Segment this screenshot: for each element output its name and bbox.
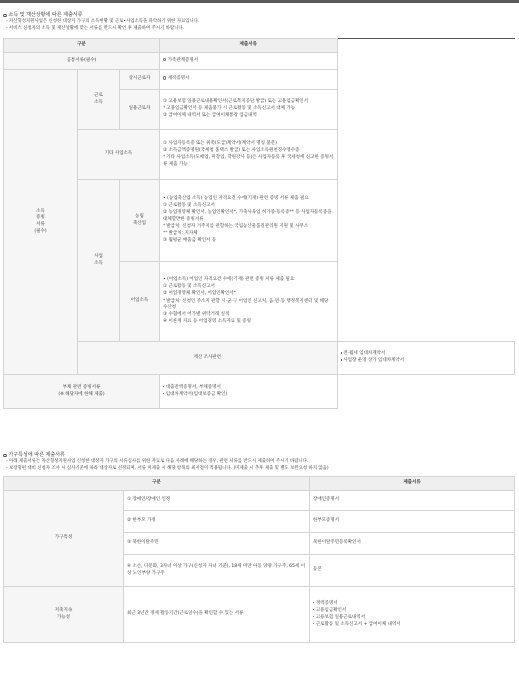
row-label: 농림 축산업 [120,180,160,262]
list-item: ③ 월평균 매출금 확인서 등 [163,238,217,244]
list-item: 고용보험 일용근로내역서 [313,615,511,622]
criteria-cell: ① 장애인/장애인 인정 [124,491,310,511]
documents-cell [160,130,338,180]
income-documents-section [3,12,515,409]
documents-cell: 북한이탈주민등록확인서 [310,533,515,555]
section-note: - 자산형성지원사업은 신청한 대상자 가구의 소득현황 및 근로•사업소득을 파악하기 위한 자료입니다. [6,19,200,25]
household-documents-table [3,476,515,643]
row-label: 재산 조사관련 [78,342,338,375]
documents-cell: 한부모증명서 [310,511,515,533]
header-category: 구분 [4,39,160,53]
row-label: 소득 증빙 서류 (필수) [4,70,78,375]
table-row [4,587,515,643]
section-note: - 서비스 신청자의 소득 및 재산상황에 맞는 서류를 반드시 확인 후 제출하여 주시기 바랍니다. [6,25,185,31]
list-item: *고용임금확인서 등 제출불가 시 근로활동 및 소득신고서 대체 가능 [163,106,296,112]
list-item: ① 고용보험 일용근로내용확인서(근로복지공단 발급) 또는 고용임금확인서 [163,99,309,105]
header-documents: 제출서류 [160,39,338,53]
list-item: 근로활동 및 소득신고서 + 급여이체 내역서 [313,622,511,629]
table-row [4,180,515,262]
list-item: ① 근로활동 및 소득신고서 [163,203,215,209]
criteria-cell: ② 한부모 가정 [124,511,310,533]
documents-cell: 가족관계증명서 [160,53,338,70]
header-documents: 제출서류 [310,477,515,491]
circle-number-icon [163,76,166,79]
row-label: 기타 사업소득 [78,130,160,180]
row-label: 근로 소득 [78,70,120,130]
list-item: ② 소득금액증명원(국세청 홈택스 발급) 또는 사업소득원천징수영수증 [163,147,300,153]
table-header-row [4,39,515,53]
criteria-cell: ④ 소손, 다문화, 3자녀 이상 가구(신청자 자녀 기준), 18세 미만 아동 양양 가구주, 65세 이상 노인부양 가구주 [124,555,310,587]
criteria-cell: 최근 3년간 경제 활동기간(근로일수)을 확인할 수 있는 서류 [124,587,310,643]
top-strip [0,0,519,3]
list-item: 사업장 운영 상가 임대차계약서 [341,358,512,365]
row-label: 부채 관련 증빙서류 (※ 해당자에 한해 제출) [4,375,160,409]
documents-cell: 재직증명서 [160,70,338,90]
list-item: *기타 사업소득(도배업, 미장업, 학원강사 등)은 사업자등록 후 국세청에 신고한 증빙서류 제출 가능 [163,155,334,167]
row-label: 어업소득 [120,262,160,342]
list-item: ① 사업자등록증 또는 위촉(도급)계약서(계약서 명칭 불문) [163,140,277,146]
income-documents-table [3,38,515,409]
list-item: *발급처: 신청자 거주지를 관할하는 국립농산물품질관리원 지원 및 사무소 [163,224,309,230]
list-item: ② 농업경영체 확인서, 농업인확인서*, 가축사육업 허가증·등록증** 등 사업자등록증을 대체할만한 증빙서류 [163,210,332,222]
list-item: • (어업소득) 어업인 자격요건 수에(기재) 관련 증빙 서류 제출 필요 [163,277,295,283]
row-label: 일용근로자 [120,90,160,130]
documents-cell [337,342,515,375]
circle-number-icon [163,58,166,61]
documents-cell [160,90,338,130]
table-row [4,375,515,409]
header-category: 구분 [4,477,310,491]
list-item: ③ 수협에서 어가별 위탁거래 실적 [163,312,230,318]
circle-bullet-icon [3,454,7,458]
list-item: 경력증명서 [313,601,511,608]
documents-cell [310,587,515,643]
bullet-dot-icon [313,602,314,603]
table-row [4,53,515,70]
documents-cell: 등본 [310,555,515,587]
table-row [4,130,515,180]
list-item: 대출잔액증명서, 부채증명서 [163,385,334,392]
list-item: ① 근로활동 및 소득신고서 [163,284,215,290]
bullet-dot-icon [163,386,164,387]
row-label: 공통서류(필수) [4,53,160,70]
list-item: 고용임금확인서 [313,608,511,615]
table-header-row [4,477,515,491]
list-item: *발급처: 신청인 주소지 관할 시·군·구 어업인 신고처, 읍·면·동 행정복지센터 및 해당 수산청 [163,298,329,311]
bullet-dot-icon [313,609,314,610]
table-row [4,491,515,511]
table-row [4,70,515,90]
section-note: - 보장형편 대비 신청자 조사 시 심사기준에 따라 대상자로 선정되며, 서류 미제출 시 해당 항목의 최저점이 적용됩니다. (미제출 시 추후 제출 및 별도 보완요청 하지 않음) [6,465,329,471]
list-item: • (농업축산업 소득) 농업인 자격요건 수에(기재) 관련 증빙 서류 제출 필요 [163,196,309,202]
list-item: ② 급여이체 내역서 또는 급여이체통장 입금내역 [163,113,257,119]
bullet-dot-icon [163,393,164,394]
documents-cell [160,375,338,409]
bullet-dot-icon [313,623,314,624]
row-label: 저축지속 가능성 [4,587,124,643]
list-item: ② 어업경영체 확인서, 어업인확인서* [163,291,236,297]
row-label: 상시근로자 [120,70,160,90]
section-title: 소득 및 재산상황에 따른 제출서류 [3,12,515,19]
bullet-dot-icon [313,616,314,617]
list-item: **발급처: 지자체 [163,231,198,237]
table-row [4,342,515,375]
section-title: 가구특성에 따른 제출서류 [3,452,515,459]
bullet-dot-icon [341,359,342,360]
documents-cell [160,262,338,342]
list-item: 임대차계약서(임대보증금 확인) [163,392,334,399]
list-item: ④ 이론계 자료 등 어업경영 소득자료 및 증빙 [163,319,251,325]
section-note: - 아래 제출서류는 자산형성지원사업 신청한 대상자 가구의 서류심사를 위한 자료로 다음 사례에 해당하는 경우, 관련 서류를 반드시 제출하여 주시기 바랍니다. [6,459,309,465]
criteria-cell: ③ 북한이탈주민 [124,533,310,555]
circle-bullet-icon [3,14,7,18]
row-label: 사업 소득 [78,180,120,342]
household-documents-section [3,452,515,643]
documents-cell: 장애인증명서 [310,491,515,511]
row-label: 가구특성 [4,491,124,587]
bullet-dot-icon [341,352,342,353]
list-item: 전·월세 임대차계약서 [341,351,512,358]
documents-cell [160,180,338,262]
